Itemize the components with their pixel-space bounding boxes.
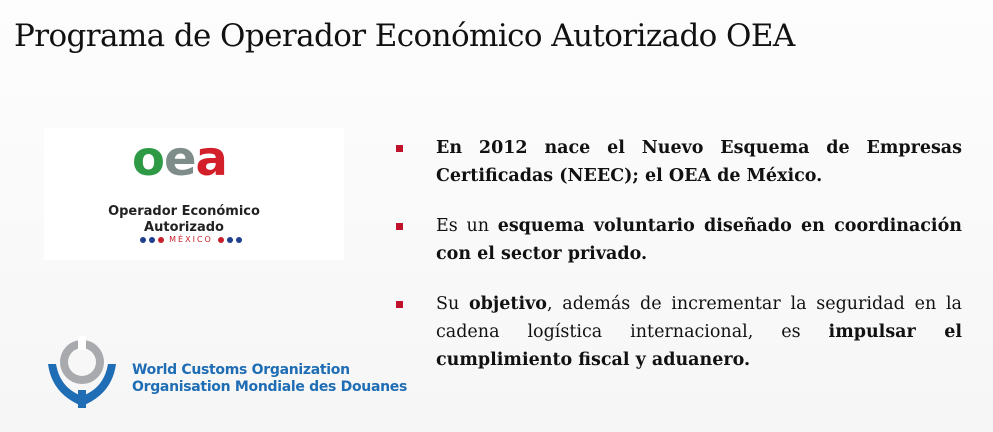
bullet-text: Es un [436, 216, 498, 236]
oea-letter-e: e [163, 131, 196, 187]
wco-emblem-icon [44, 334, 120, 410]
blue-dot-icon [140, 237, 146, 243]
bullet-list [392, 134, 962, 396]
bullet-item [392, 212, 962, 268]
slide-title: Programa de Operador Económico Autorizado OEA [14, 18, 795, 54]
bullet-text: En 2012 nace el Nuevo Esquema de Empresas Certificadas (NEEC); el OEA de México. [436, 138, 962, 186]
red-dot-icon [158, 237, 164, 243]
bullet-item [392, 134, 962, 190]
bullet-square-icon [396, 223, 403, 230]
bullet-text-bold: esquema voluntario diseñado en coordinación con el sector privado. [436, 216, 962, 264]
bullet-square-icon [396, 145, 403, 152]
oea-country-label: MÉXICO [169, 235, 213, 244]
bullet-text-bold: impulsar el cumplimiento fiscal y aduanero. [436, 322, 962, 370]
oea-logo-line1: Operador Económico [108, 204, 260, 219]
wco-logo [44, 334, 407, 414]
oea-letter-o: o [132, 131, 164, 187]
bullet-text: Su [436, 294, 469, 314]
blue-dot-icon [227, 237, 233, 243]
blue-dot-icon [236, 237, 242, 243]
oea-logo-line2: Autorizado [144, 220, 224, 235]
oea-logo [44, 128, 344, 260]
oea-wordmark [132, 132, 227, 186]
bullet-text: , además de incrementar la seguridad en la cadena logística internacional, es [436, 294, 962, 342]
blue-dot-icon [149, 237, 155, 243]
bullet-square-icon [396, 301, 403, 308]
wco-text [132, 362, 407, 396]
bullet-item [392, 290, 962, 374]
oea-letter-a: a [195, 131, 227, 187]
oea-country-row [116, 235, 266, 244]
wco-name-en: World Customs Organization [132, 362, 350, 378]
bullet-text-bold: objetivo [469, 294, 547, 314]
wco-name-fr: Organisation Mondiale des Douanes [132, 379, 407, 395]
red-dot-icon [218, 237, 224, 243]
